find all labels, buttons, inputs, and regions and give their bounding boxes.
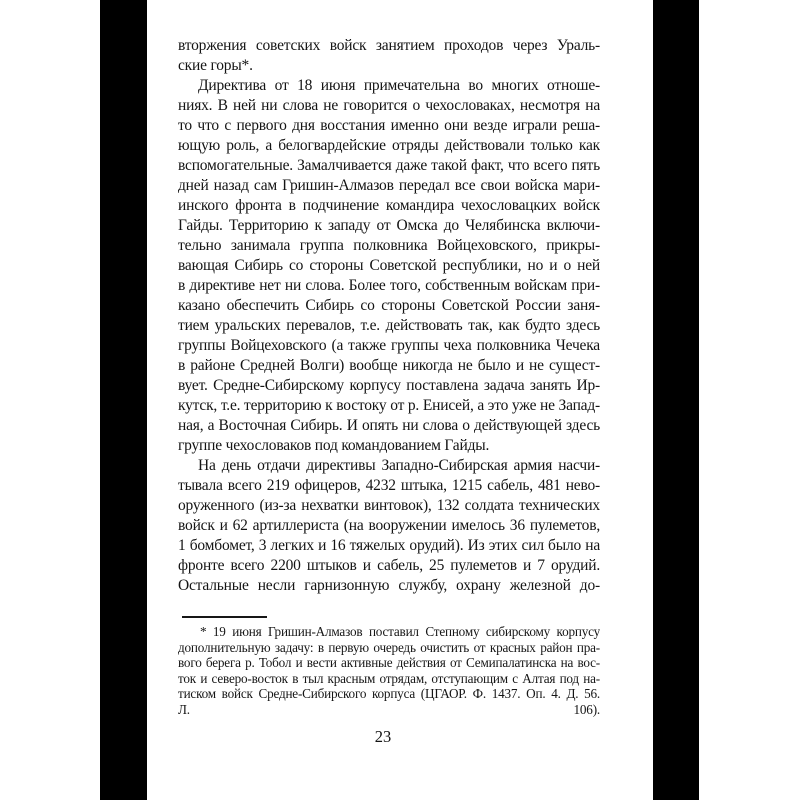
text-line: то что с первого дня восстания именно они везде играли реша-: [178, 117, 600, 134]
text-line: дополнительную задачу: в первую очередь очистить от красных район пра-: [178, 639, 600, 655]
text-line: ниях. В ней ни слова не говорится о чехословаках, несмотря на: [178, 97, 600, 114]
text-line: ющую роль, а белогвардейские отряды действовали только как: [178, 137, 600, 154]
page-edge-shadow-right: [653, 0, 699, 800]
text-line: * 19 июня Гришин-Алмазов поставил Степному сибирскому корпусу: [200, 624, 600, 639]
footnote-rule: [182, 616, 267, 618]
text-line: в директиве нет ни слова. Более того, собственным войскам при-: [178, 277, 600, 294]
text-line: На день отдачи директивы Западно-Сибирская армия насчи-: [198, 457, 600, 474]
text-line: ские горы*.: [178, 57, 253, 74]
text-line: дней назад сам Гришин-Алмазов передал все свои войска мари-: [178, 177, 600, 194]
body-text: [178, 36, 600, 596]
text-line: вающая Сибирь со стороны Советской республики, но и о ней: [178, 257, 600, 274]
text-line: кутск, т.е. территорию к востоку от р. Енисей, а это уже не Запад-: [178, 397, 600, 414]
text-line: войск и 62 артиллериста (на вооружении имелось 36 пулеметов,: [178, 517, 600, 534]
text-line: вспомогательные. Замалчивается даже такой факт, что всего пять: [178, 157, 600, 174]
text-line: Остальные несли гарнизонную службу, охрану железной до-: [178, 577, 600, 594]
text-line: тием уральских перевалов, т.е. действовать так, как будто здесь: [178, 317, 600, 334]
page-edge-shadow-left: [100, 0, 147, 800]
text-line: фронте всего 2200 штыков и сабель, 25 пулеметов и 7 орудий.: [178, 557, 600, 574]
text-line: группе чехословаков под командованием Гайды.: [178, 437, 490, 454]
text-line: ная, а Восточная Сибирь. И опять ни слова о действующей здесь: [178, 417, 600, 434]
text-line: группы Войцеховского (а также группы чеха полковника Чечека: [178, 337, 600, 354]
text-line: тельно занимала группа полковника Войцеховского, прикры-: [178, 237, 600, 254]
footnote: [178, 624, 600, 718]
text-line: Гайды. Территорию к западу от Омска до Челябинска включи-: [178, 217, 600, 234]
text-line: оруженного (из-за нехватки винтовок), 132 солдата технических: [178, 497, 600, 514]
text-line: тиском войск Средне-Сибирского корпуса (ЦГАОР. Ф. 1437. Оп. 4. Д. 56.: [178, 686, 600, 702]
text-line: в районе Средней Волги) вообще никогда не было и не сущест-: [178, 357, 600, 374]
text-line: казано обеспечить Сибирь со стороны Советской России заня-: [178, 297, 600, 314]
text-line: 1 бомбомет, 3 легких и 16 тяжелых орудий). Из этих сил было на: [178, 537, 600, 554]
text-line: ток и северо-восток в тыл красным отрядам, отступающим с Алтая под на-: [178, 670, 600, 686]
text-line: вого берега р. Тобол и вести активные действия от Семипалатинска на вос-: [178, 655, 600, 671]
text-line: вторжения советских войск занятием проходов через Ураль-: [178, 37, 600, 54]
page-number: 23: [374, 727, 392, 746]
text-line: тывала всего 219 офицеров, 4232 штыка, 1215 сабель, 481 нево-: [178, 477, 600, 494]
text-line: вует. Средне-Сибирскому корпусу поставлена задача занять Ир-: [178, 377, 600, 394]
text-line: Л. 106).: [178, 701, 600, 717]
text-line: инского фронта в подчинение командира чехословацких войск: [178, 197, 600, 214]
text-line: Директива от 18 июня примечательна во многих отноше-: [198, 77, 600, 94]
